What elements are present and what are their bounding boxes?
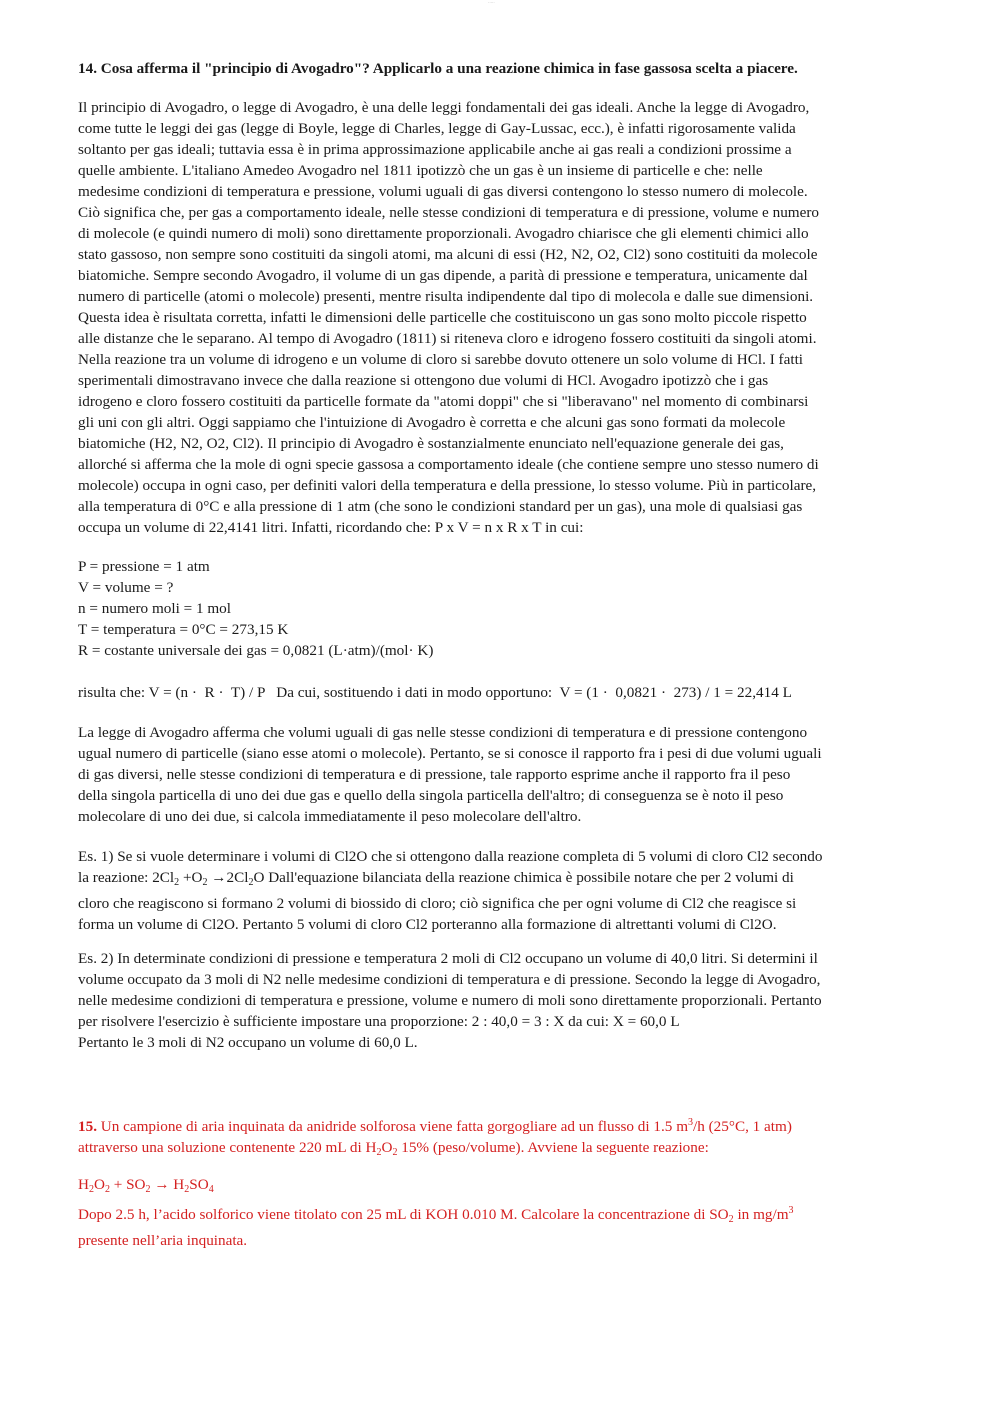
question-14-paragraph-2 — [78, 722, 924, 827]
paragraph-line: alla temperatura di 0°C e alla pressione di 1 atm (che sono le condizioni standard per un gas), una mole di qualsiasi gas — [78, 498, 803, 515]
paragraph-line: di gas diversi, nelle stesse condizioni di temperatura e di pressione, tale rapporto esprime anche il rapporto fra il peso — [78, 766, 791, 783]
definition-line: R = costante universale dei gas = 0,0821 (L·atm)/(mol· K) — [78, 642, 434, 659]
example-1 — [78, 846, 924, 935]
paragraph-line: numero di particelle (atomi o molecole) presenti, mentre risulta indipendente dal tipo di molecola e dalle sue dimensioni. — [78, 288, 814, 305]
paragraph-line: ugual numero di particelle (siano esse atomi o molecole). Pertanto, se si conosce il rapporto fra i pesi di due volumi uguali — [78, 745, 822, 762]
question-15 — [78, 1112, 924, 1163]
definition-line: T = temperatura = 0°C = 273,15 K — [78, 621, 289, 638]
paragraph-line: stato gassoso, non sempre sono costituiti da singoli atomi, ma alcuni di essi (H2, N2, O2, Cl2) sono costituiti da molecole — [78, 246, 818, 263]
question-15-reaction — [78, 1174, 924, 1251]
paragraph-line: biatomiche. Sempre secondo Avogadro, il volume di un gas dipende, a parità di pressione e temperatura, unicamente dal — [78, 267, 808, 284]
paragraph-line: Nella reazione tra un volume di idrogeno e un volume di cloro si sarebbe dovuto ottenere un solo volume di HCl. I fatti — [78, 351, 804, 368]
paragraph-line: molecolare di uno dei due, si calcola immediatamente il peso molecolare dell'altro. — [78, 808, 582, 825]
formula-line: risulta che: V = (n · R · T) / P Da cui, sostituendo i dati in modo opportuno: V = (1 · 0,0821 · 273) / 1 = 22,414 L — [78, 684, 792, 701]
question-15-line: Dopo 2.5 h, l’acido solforico viene titolato con 25 mL di KOH 0.010 M. Calcolare la concentrazione di $SO_2$ in $mg/m^3$ — [78, 1205, 794, 1225]
example-2-line: Es. 2) In determinate condizioni di pressione e temperatura 2 moli di Cl2 occupano un volume di 40,0 litri. Si determini il — [78, 950, 818, 967]
paragraph-line: quelle ambiente. L'italiano Amedeo Avogadro nel 1811 ipotizzò che un gas è un insieme di particelle e che: nelle — [78, 162, 763, 179]
example-2-line: nelle medesime condizioni di temperatura e pressione, volume e numero di moli sono direttamente proporzionali. Pertanto — [78, 992, 822, 1009]
definition-line: P = pressione = 1 atm — [78, 558, 210, 575]
paragraph-line: di molecole (e quindi numero di moli) sono direttamente proporzionali. Avogadro chiarisce che gli elementi chimici allo — [78, 225, 809, 242]
paragraph-line: molecole) occupa in ogni caso, per definiti valori della temperatura e della pressione, lo stesso volume. Più in particolare, — [78, 477, 817, 494]
example-1-line: Es. 1) Se si vuole determinare i volumi di Cl2O che si ottengono dalla reazione completa di 5 volumi di cloro Cl2 secondo — [78, 848, 823, 865]
paragraph-line: occupa un volume di 22,4141 litri. Infatti, ricordando che: P x V = n x R x T in cui: — [78, 519, 584, 536]
paragraph-line: Ciò significa che, per gas a comportamento ideale, nelle stesse condizioni di temperatura e di pressione, volume e numero — [78, 204, 819, 221]
paragraph-line: La legge di Avogadro afferma che volumi uguali di gas nelle stesse condizioni di temperatura e di pressione contengono — [78, 724, 808, 741]
paragraph-line: alle distanze che le separano. Al tempo di Avogadro (1811) si riteneva cloro e idrogeno fossero costituiti da singoli atomi. — [78, 330, 817, 347]
question-15-line: presente nell’aria inquinata. — [78, 1232, 248, 1249]
paragraph-line: idrogeno e cloro fossero costituiti da particelle formate da "atomi doppi" che si "liberavano" nel momento di combinarsi — [78, 393, 809, 410]
paragraph-line: sperimentali dimostravano invece che dalla reazione si ottengono due volumi di HCl. Avogadro ipotizzò che i gas — [78, 372, 769, 389]
paragraph-line: soltanto per gas ideali; tuttavia essa è in prima approssimazione applicabile anche ai gas reali a condizioni prossime a — [78, 141, 792, 158]
paragraph-line: come tutte le leggi dei gas (legge di Boyle, legge di Charles, legge di Gay-Lussac, ecc.), è infatti rigorosamente valida — [78, 120, 796, 137]
question-15-number: 15. — [78, 1118, 97, 1135]
question-14-paragraph-1 — [78, 97, 924, 538]
reaction-equation: $H_2O_2 + SO_2 \to H_2SO_4$ — [78, 1176, 214, 1195]
paragraph-line: Il principio di Avogadro, o legge di Avogadro, è una delle leggi fondamentali dei gas ideali. Anche la legge di Avogadro, — [78, 99, 810, 116]
question-14-title: 14. Cosa afferma il "principio di Avogadro"? Applicarlo a una reazione chimica in fase gassosa scelta a piacere. — [78, 60, 798, 77]
example-2-line: Pertanto le 3 moli di N2 occupano un volume di 60,0 L. — [78, 1034, 418, 1051]
definition-line: V = volume = ? — [78, 579, 174, 596]
paragraph-line: della singola particella di uno dei due gas e quello della singola particella dell'altro; di conseguenza se è noto il peso — [78, 787, 784, 804]
question-15-line: attraverso una soluzione contenente 220 mL di $H_2O_2$ 15% (peso/volume). Avviene la seguente reazione: — [78, 1139, 709, 1158]
paragraph-line: biatomiche (H2, N2, O2, Cl2). Il principio di Avogadro è sostanzialmente enunciato nell'equazione generale dei gas, — [78, 435, 784, 452]
paragraph-line: gli uni con gli altri. Oggi sappiamo che l'intuizione di Avogadro è corretta e che alcuni gas sono formati da molecole — [78, 414, 786, 431]
example-1-line: cloro che reagiscono si formano 2 volumi di biossido di cloro; ciò significa che per ogni volume di Cl2 che reagisce si — [78, 895, 797, 912]
paragraph-line: medesime condizioni di temperatura e pressione, volumi uguali di gas diversi contengono lo stesso numero di molecole. — [78, 183, 808, 200]
paragraph-line: Questa idea è risultata corretta, infatti le dimensioni delle particelle che costituiscono un gas sono molto piccole rispetto — [78, 309, 807, 326]
example-2 — [78, 948, 924, 1053]
variable-definitions — [78, 556, 924, 661]
example-1-line: forma un volume di Cl2O. Pertanto 5 volumi di cloro Cl2 porteranno alla formazione di altrettanti volumi di Cl2O. — [78, 916, 777, 933]
example-2-line: volume occupato da 3 moli di N2 nelle medesime condizioni di temperatura e di pressione. Secondo la legge di Avogadro, — [78, 971, 821, 988]
example-1-reaction-line: la reazione: $2Cl_2 +O_2 \to 2Cl_2O$ Dall'equazione bilanciata della reazione chimica è possibile notare che per 2 volumi di — [78, 869, 794, 888]
paragraph-line: allorché si afferma che la mole di ogni specie gassosa a comportamento ideale (che contiene sempre uno stesso numero di — [78, 456, 819, 473]
definition-line: n = numero moli = 1 mol — [78, 600, 231, 617]
example-2-line: per risolvere l'esercizio è sufficiente impostare una proporzione: 2 : 40,0 = 3 : X da cui: X = 60,0 L — [78, 1013, 680, 1030]
question-15-line: 15. Un campione di aria inquinata da anidride solforosa viene fatta gorgogliare ad un flusso di 1.5 $m^3/h$ (25°C, 1 atm) — [78, 1117, 792, 1135]
header-mark: ····· — [488, 0, 495, 5]
